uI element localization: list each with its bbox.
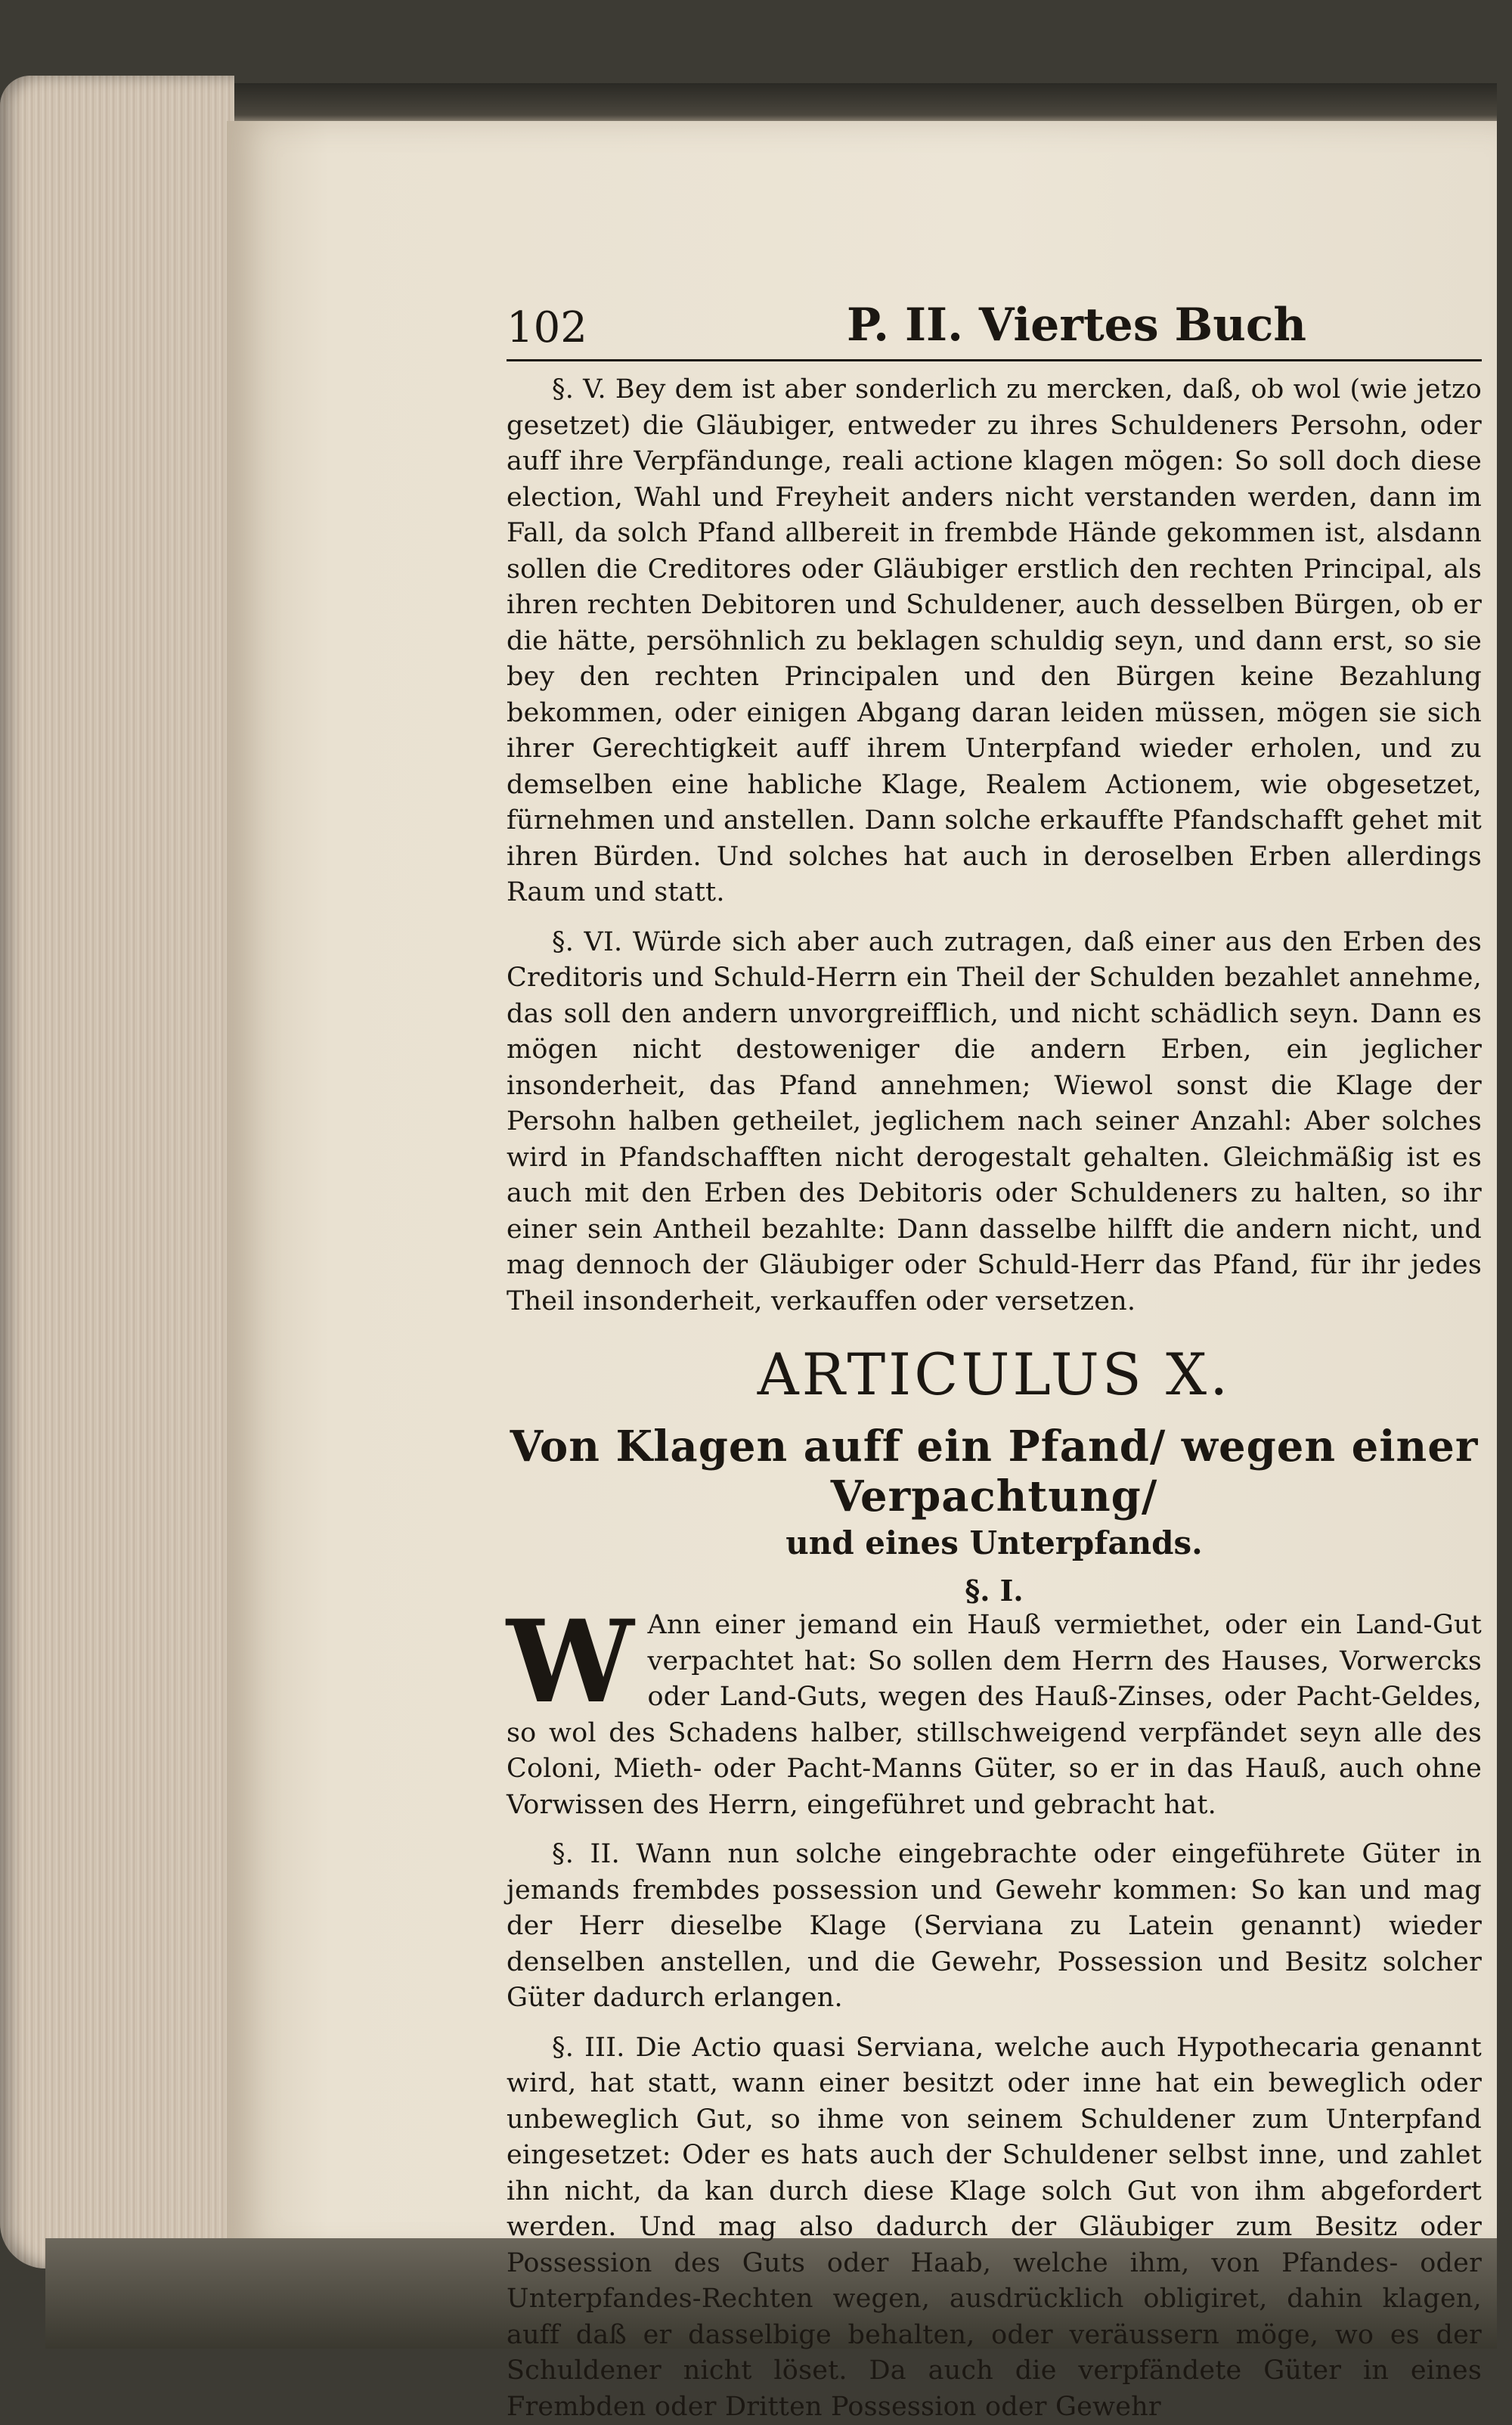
book-page-edges [0, 76, 234, 2268]
page-number: 102 [507, 303, 587, 352]
page-header [507, 299, 1482, 361]
paragraph-article-section-1: Ann einer jemand ein Hauß vermiethet, oder ein Land-Gut verpachtet hat: So sollen dem Herrn des Hauses, Vorwercks oder Land-Guts, wegen des Hauß-Zinses, oder Pacht-Geldes, so wol des Schadens halber, stillschweigend verpfändet seyn alle des Coloni, Mieth- oder Pacht-Manns Güter, so er in das Hauß, auch ohne Vorwissen des Herrn, eingeführet und gebracht hat. [507, 1608, 1482, 1823]
article-subtitle-line-1: Von Klagen auff ein Pfand/ wegen einer Verpachtung/ [507, 1422, 1482, 1521]
running-head: P. II. Viertes Buch [847, 299, 1306, 352]
article-subtitle-line-2: und eines Unterpfands. [507, 1524, 1482, 1561]
section-mark: §. I. [507, 1574, 1482, 1608]
paragraph-section-6: §. VI. Würde sich aber auch zutragen, daß einer aus den Erben des Creditoris und Schuld-Herrn ein Theil der Schulden bezahlet annehme, das soll den andern unvorgreifflich, und nicht schädlich seyn. Dann es mögen nicht destoweniger die andern Erben, ein jeglicher insonderheit, das Pfand annehmen; Wiewol sonst die Klage der Persohn halben getheilet, jeglichem nach seiner Anzahl: Aber solches wird in Pfandschafften nicht derogestalt gehalten. Gleichmäßig ist es auch mit den Erben des Debitoris oder Schuldeners zu halten, so ihr einer sein Antheil bezahlte: Dann dasselbe hilfft die andern nicht, und mag dennoch der Gläubiger oder Schuld-Herr das Pfand, für ihr jedes Theil insonderheit, verkauffen oder versetzen. [507, 925, 1482, 1320]
dropcap-letter: W [507, 1609, 634, 1715]
paragraph-article-section-3: §. III. Die Actio quasi Serviana, welche auch Hypothecaria genannt wird, hat statt, wann einer besitzt oder inne hat ein beweglich oder unbeweglich Gut, so ihme von seinem Schuldener zum Unterpfand eingesetzet: Oder es hats auch der Schuldener selbst inne, und zahlet ihn nicht, da kan durch diese Klage solch Gut von ihm abgefordert werden. Und mag also dadurch der Gläubiger zum Besitz oder Possession des Guts oder Haab, welche ihm, von Pfandes- oder Unterpfandes-Rechten wegen, ausdrücklich obligiret, dahin klagen, auff daß er dasselbige behalten, oder veräussern möge, wo es der Schuldener nicht löset. Da auch die verpfändete Güter in eines Frembden oder Dritten Possession oder Gewehr [507, 2030, 1482, 2425]
paragraph-article-section-2: §. II. Wann nun solche eingebrachte oder eingeführete Güter in jemands frembdes possession und Gewehr kommen: So kan und mag der Herr dieselbe Klage (Serviana zu Latein genannt) wieder denselben anstellen, und die Gewehr, Possession und Besitz solcher Güter dadurch erlangen. [507, 1837, 1482, 2017]
paragraph-section-5: §. V. Bey dem ist aber sonderlich zu mercken, daß, ob wol (wie jetzo gesetzet) die Gläubiger, entweder zu ihres Schuldeners Persohn, oder auff ihre Verpfändunge, reali actione klagen mögen: So soll doch diese election, Wahl und Freyheit anders nicht verstanden werden, dann im Fall, da solch Pfand allbereit in frembde Hände gekommen ist, alsdann sollen die Creditores oder Gläubiger erstlich den rechten Principal, als ihren rechten Debitoren und Schuldener, auch desselben Bürgen, ob er die hätte, persöhnlich zu beklagen schuldig seyn, und dann erst, so sie bey den rechten Principalen und den Bürgen keine Bezahlung bekommen, oder einigen Abgang daran leiden müssen, mögen sie sich ihrer Gerechtigkeit auff ihrem Unterpfand wieder erholen, und zu demselben eine habliche Klage, Realem Actionem, wie obgesetzet, fürnehmen und anstellen. Dann solche erkauffte Pfandschafft gehet mit ihren Bürden. Und solches hat auch in deroselben Erben allerdings Raum und statt. [507, 372, 1482, 911]
article-title: ARTICULUS X. [507, 1341, 1482, 1408]
dropcap-paragraph [507, 1608, 1482, 1823]
text-block [507, 299, 1482, 2425]
